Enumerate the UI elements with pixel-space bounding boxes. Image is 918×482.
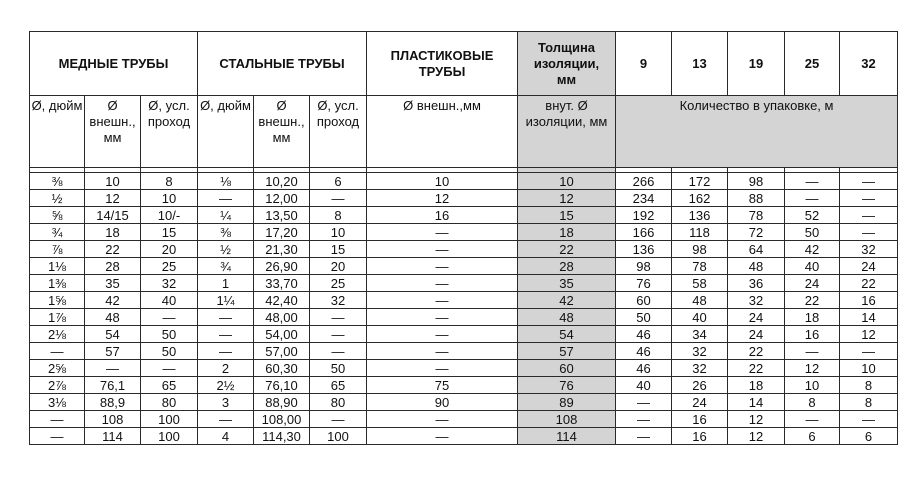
header-row	[30, 32, 898, 96]
steel-inch-cell: 4	[198, 428, 254, 445]
copper-bore-cell: 65	[141, 377, 198, 394]
plastic-outer-cell: 12	[367, 190, 518, 207]
insulation-inner-cell: 57	[518, 343, 616, 360]
qty-25-cell: —	[785, 190, 840, 207]
qty-25-cell: —	[785, 173, 840, 190]
copper-bore-cell: 8	[141, 173, 198, 190]
qty-9-cell: 46	[616, 326, 672, 343]
qty-25-cell: 24	[785, 275, 840, 292]
steel-inch-cell: 2	[198, 360, 254, 377]
qty-9-cell: 166	[616, 224, 672, 241]
qty-32-cell: —	[840, 343, 898, 360]
steel-bore-cell: 8	[310, 207, 367, 224]
qty-9-cell: 40	[616, 377, 672, 394]
qty-9-cell: —	[616, 411, 672, 428]
steel-bore-cell: 80	[310, 394, 367, 411]
qty-19-cell: 48	[728, 258, 785, 275]
table-row	[30, 343, 898, 360]
insulation-thickness-header: Толщина изоляции, мм	[518, 32, 616, 96]
copper-outer-cell: 22	[85, 241, 141, 258]
insulation-inner-cell: 54	[518, 326, 616, 343]
qty-32-cell: 24	[840, 258, 898, 275]
steel-outer-cell: 42,40	[254, 292, 310, 309]
qty-9-cell: 98	[616, 258, 672, 275]
steel-inch-cell: ⅜	[198, 224, 254, 241]
steel-outer-cell: 114,30	[254, 428, 310, 445]
plastic-outer-cell: —	[367, 326, 518, 343]
copper-inch-cell: 3⅛	[30, 394, 85, 411]
table-row	[30, 394, 898, 411]
qty-32-cell: 12	[840, 326, 898, 343]
insulation-inner-cell: 48	[518, 309, 616, 326]
steel-inch-cell: —	[198, 326, 254, 343]
plastic-outer-cell: —	[367, 360, 518, 377]
copper-bore-cell: 15	[141, 224, 198, 241]
qty-32-cell: —	[840, 173, 898, 190]
copper-outer-cell: 10	[85, 173, 141, 190]
qty-19-cell: 14	[728, 394, 785, 411]
qty-13-cell: 162	[672, 190, 728, 207]
steel-bore-cell: 15	[310, 241, 367, 258]
copper-inch-cell: ⅜	[30, 173, 85, 190]
steel-outer-cell: 76,10	[254, 377, 310, 394]
plastic-outer-cell: 16	[367, 207, 518, 224]
insulation-inner-subheader: внут. Ø изоляции, мм	[518, 96, 616, 168]
copper-bore-cell: 100	[141, 411, 198, 428]
steel-bore-cell: 10	[310, 224, 367, 241]
steel-inch-cell: ½	[198, 241, 254, 258]
steel-bore-subheader: Ø, усл. проход	[310, 96, 367, 168]
copper-outer-cell: 35	[85, 275, 141, 292]
copper-bore-cell: 40	[141, 292, 198, 309]
steel-bore-cell: 25	[310, 275, 367, 292]
steel-bore-cell: —	[310, 343, 367, 360]
table-body	[30, 173, 898, 445]
table-row	[30, 360, 898, 377]
copper-bore-subheader: Ø, усл. проход	[141, 96, 198, 168]
steel-bore-cell: 50	[310, 360, 367, 377]
plastic-outer-cell: —	[367, 224, 518, 241]
qty-9-cell: 266	[616, 173, 672, 190]
insulation-inner-cell: 28	[518, 258, 616, 275]
plastic-outer-cell: 75	[367, 377, 518, 394]
qty-13-cell: 118	[672, 224, 728, 241]
copper-outer-cell: 108	[85, 411, 141, 428]
copper-outer-cell: 18	[85, 224, 141, 241]
table-row	[30, 275, 898, 292]
qty-19-cell: 12	[728, 411, 785, 428]
steel-outer-cell: 10,20	[254, 173, 310, 190]
copper-bore-cell: 100	[141, 428, 198, 445]
copper-inch-cell: 1⅞	[30, 309, 85, 326]
plastic-pipes-header: ПЛАСТИКОВЫЕ ТРУБЫ	[367, 32, 518, 96]
qty-9-cell: 136	[616, 241, 672, 258]
copper-outer-cell: 88,9	[85, 394, 141, 411]
insulation-inner-cell: 15	[518, 207, 616, 224]
copper-inch-cell: ½	[30, 190, 85, 207]
qty-25-cell: 18	[785, 309, 840, 326]
steel-inch-cell: —	[198, 309, 254, 326]
qty-13-cell: 98	[672, 241, 728, 258]
steel-outer-cell: 12,00	[254, 190, 310, 207]
table-row	[30, 377, 898, 394]
steel-inch-cell: ¼	[198, 207, 254, 224]
copper-outer-cell: 14/15	[85, 207, 141, 224]
copper-bore-cell: 10/-	[141, 207, 198, 224]
pipe-insulation-table	[29, 31, 898, 445]
qty-9-cell: 46	[616, 343, 672, 360]
plastic-outer-cell: —	[367, 275, 518, 292]
insulation-inner-cell: 89	[518, 394, 616, 411]
qty-9-cell: 60	[616, 292, 672, 309]
qty-9-cell: 50	[616, 309, 672, 326]
qty-19-cell: 22	[728, 360, 785, 377]
table-row	[30, 428, 898, 445]
steel-outer-cell: 60,30	[254, 360, 310, 377]
qty-13-cell: 32	[672, 360, 728, 377]
qty-13-cell: 32	[672, 343, 728, 360]
copper-inch-cell: —	[30, 411, 85, 428]
qty-32-cell: —	[840, 190, 898, 207]
copper-outer-cell: 114	[85, 428, 141, 445]
steel-outer-cell: 88,90	[254, 394, 310, 411]
copper-bore-cell: 20	[141, 241, 198, 258]
copper-inch-cell: —	[30, 428, 85, 445]
copper-bore-cell: —	[141, 360, 198, 377]
steel-inch-cell: —	[198, 343, 254, 360]
insulation-inner-cell: 18	[518, 224, 616, 241]
table-row	[30, 309, 898, 326]
copper-inch-cell: —	[30, 343, 85, 360]
steel-outer-cell: 54,00	[254, 326, 310, 343]
copper-outer-cell: —	[85, 360, 141, 377]
copper-outer-subheader: Ø внешн., мм	[85, 96, 141, 168]
qty-9-cell: 46	[616, 360, 672, 377]
qty-25-cell: 50	[785, 224, 840, 241]
table-row	[30, 258, 898, 275]
table-row	[30, 207, 898, 224]
steel-inch-cell: 2½	[198, 377, 254, 394]
qty-13-cell: 26	[672, 377, 728, 394]
table-row	[30, 411, 898, 428]
qty-13-cell: 16	[672, 428, 728, 445]
steel-inch-cell: 1	[198, 275, 254, 292]
steel-bore-cell: 100	[310, 428, 367, 445]
table-row	[30, 241, 898, 258]
qty-13-cell: 172	[672, 173, 728, 190]
thickness-32-header: 32	[840, 32, 898, 96]
qty-19-cell: 22	[728, 343, 785, 360]
qty-13-cell: 58	[672, 275, 728, 292]
qty-19-cell: 64	[728, 241, 785, 258]
qty-19-cell: 24	[728, 326, 785, 343]
qty-9-cell: —	[616, 394, 672, 411]
steel-outer-cell: 13,50	[254, 207, 310, 224]
steel-inch-cell: ⅛	[198, 173, 254, 190]
table-row	[30, 173, 898, 190]
steel-bore-cell: —	[310, 190, 367, 207]
qty-32-cell: 22	[840, 275, 898, 292]
table-row	[30, 292, 898, 309]
steel-outer-cell: 108,00	[254, 411, 310, 428]
thickness-19-header: 19	[728, 32, 785, 96]
qty-25-cell: 42	[785, 241, 840, 258]
qty-25-cell: 40	[785, 258, 840, 275]
copper-bore-cell: —	[141, 309, 198, 326]
thickness-25-header: 25	[785, 32, 840, 96]
copper-bore-cell: 25	[141, 258, 198, 275]
steel-bore-cell: 20	[310, 258, 367, 275]
steel-bore-cell: 32	[310, 292, 367, 309]
qty-13-cell: 48	[672, 292, 728, 309]
qty-13-cell: 40	[672, 309, 728, 326]
copper-inch-cell: 1⅜	[30, 275, 85, 292]
insulation-inner-cell: 12	[518, 190, 616, 207]
qty-25-cell: 12	[785, 360, 840, 377]
copper-inch-cell: 2⅝	[30, 360, 85, 377]
insulation-inner-cell: 42	[518, 292, 616, 309]
qty-19-cell: 88	[728, 190, 785, 207]
qty-32-cell: 16	[840, 292, 898, 309]
qty-19-cell: 98	[728, 173, 785, 190]
steel-bore-cell: —	[310, 309, 367, 326]
qty-32-cell: —	[840, 207, 898, 224]
qty-9-cell: 192	[616, 207, 672, 224]
plastic-outer-subheader: Ø внешн.,мм	[367, 96, 518, 168]
steel-outer-subheader: Ø внешн., мм	[254, 96, 310, 168]
copper-pipes-header: МЕДНЫЕ ТРУБЫ	[30, 32, 198, 96]
insulation-inner-cell: 76	[518, 377, 616, 394]
table-row	[30, 326, 898, 343]
insulation-inner-cell: 10	[518, 173, 616, 190]
qty-32-cell: 8	[840, 394, 898, 411]
qty-13-cell: 16	[672, 411, 728, 428]
copper-bore-cell: 80	[141, 394, 198, 411]
steel-inch-cell: —	[198, 411, 254, 428]
qty-13-cell: 78	[672, 258, 728, 275]
steel-inch-cell: 3	[198, 394, 254, 411]
qty-9-cell: —	[616, 428, 672, 445]
qty-19-cell: 18	[728, 377, 785, 394]
copper-inch-subheader: Ø, дюйм	[30, 96, 85, 168]
qty-25-cell: 52	[785, 207, 840, 224]
copper-bore-cell: 32	[141, 275, 198, 292]
plastic-outer-cell: 90	[367, 394, 518, 411]
plastic-outer-cell: 10	[367, 173, 518, 190]
package-quantity-subheader: Количество в упаковке, м	[616, 96, 898, 168]
steel-outer-cell: 33,70	[254, 275, 310, 292]
steel-bore-cell: 65	[310, 377, 367, 394]
plastic-outer-cell: —	[367, 411, 518, 428]
steel-bore-cell: —	[310, 326, 367, 343]
copper-outer-cell: 12	[85, 190, 141, 207]
copper-outer-cell: 57	[85, 343, 141, 360]
qty-9-cell: 234	[616, 190, 672, 207]
table-row	[30, 190, 898, 207]
qty-32-cell: 10	[840, 360, 898, 377]
subheader-row	[30, 96, 898, 168]
qty-19-cell: 72	[728, 224, 785, 241]
insulation-inner-cell: 114	[518, 428, 616, 445]
copper-outer-cell: 76,1	[85, 377, 141, 394]
qty-9-cell: 76	[616, 275, 672, 292]
copper-outer-cell: 42	[85, 292, 141, 309]
insulation-inner-cell: 60	[518, 360, 616, 377]
steel-bore-cell: —	[310, 411, 367, 428]
copper-bore-cell: 50	[141, 343, 198, 360]
qty-25-cell: 10	[785, 377, 840, 394]
qty-25-cell: 8	[785, 394, 840, 411]
steel-inch-cell: —	[198, 190, 254, 207]
steel-pipes-header: СТАЛЬНЫЕ ТРУБЫ	[198, 32, 367, 96]
qty-32-cell: 14	[840, 309, 898, 326]
steel-inch-cell: 1¼	[198, 292, 254, 309]
plastic-outer-cell: —	[367, 292, 518, 309]
copper-outer-cell: 54	[85, 326, 141, 343]
qty-19-cell: 36	[728, 275, 785, 292]
copper-inch-cell: 1⅝	[30, 292, 85, 309]
thickness-9-header: 9	[616, 32, 672, 96]
steel-bore-cell: 6	[310, 173, 367, 190]
qty-19-cell: 24	[728, 309, 785, 326]
thickness-13-header: 13	[672, 32, 728, 96]
steel-outer-cell: 17,20	[254, 224, 310, 241]
qty-25-cell: 6	[785, 428, 840, 445]
steel-outer-cell: 48,00	[254, 309, 310, 326]
qty-19-cell: 32	[728, 292, 785, 309]
plastic-outer-cell: —	[367, 428, 518, 445]
qty-13-cell: 34	[672, 326, 728, 343]
copper-inch-cell: 2⅞	[30, 377, 85, 394]
steel-inch-subheader: Ø, дюйм	[198, 96, 254, 168]
qty-32-cell: —	[840, 411, 898, 428]
insulation-inner-cell: 108	[518, 411, 616, 428]
qty-13-cell: 136	[672, 207, 728, 224]
qty-25-cell: 16	[785, 326, 840, 343]
copper-inch-cell: ⅞	[30, 241, 85, 258]
qty-19-cell: 78	[728, 207, 785, 224]
qty-25-cell: —	[785, 343, 840, 360]
copper-inch-cell: ⅝	[30, 207, 85, 224]
plastic-outer-cell: —	[367, 343, 518, 360]
table-row	[30, 224, 898, 241]
steel-outer-cell: 26,90	[254, 258, 310, 275]
copper-inch-cell: 2⅛	[30, 326, 85, 343]
plastic-outer-cell: —	[367, 258, 518, 275]
qty-32-cell: —	[840, 224, 898, 241]
insulation-inner-cell: 22	[518, 241, 616, 258]
copper-bore-cell: 10	[141, 190, 198, 207]
steel-outer-cell: 57,00	[254, 343, 310, 360]
copper-outer-cell: 28	[85, 258, 141, 275]
copper-inch-cell: 1⅛	[30, 258, 85, 275]
copper-bore-cell: 50	[141, 326, 198, 343]
qty-25-cell: —	[785, 411, 840, 428]
qty-25-cell: 22	[785, 292, 840, 309]
copper-inch-cell: ¾	[30, 224, 85, 241]
steel-inch-cell: ¾	[198, 258, 254, 275]
qty-13-cell: 24	[672, 394, 728, 411]
qty-32-cell: 6	[840, 428, 898, 445]
insulation-inner-cell: 35	[518, 275, 616, 292]
plastic-outer-cell: —	[367, 309, 518, 326]
qty-32-cell: 8	[840, 377, 898, 394]
qty-32-cell: 32	[840, 241, 898, 258]
plastic-outer-cell: —	[367, 241, 518, 258]
qty-19-cell: 12	[728, 428, 785, 445]
copper-outer-cell: 48	[85, 309, 141, 326]
steel-outer-cell: 21,30	[254, 241, 310, 258]
